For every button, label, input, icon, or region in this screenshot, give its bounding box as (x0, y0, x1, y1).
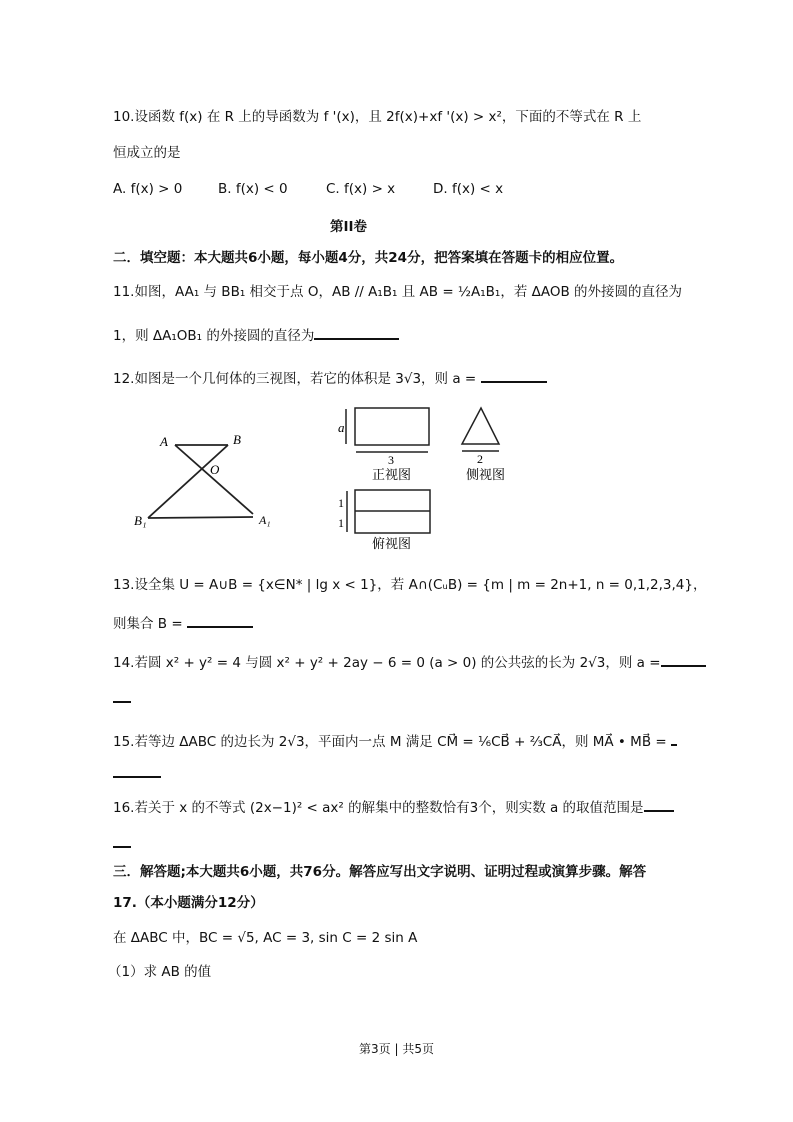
front-view-caption: 正视图 (372, 467, 412, 482)
q13-line2 (113, 612, 253, 634)
q15-answer-blank[interactable] (671, 730, 677, 746)
label-a1: A₁ (259, 513, 271, 527)
q13-line1: 13.设全集 U = A∪B = {x∈N* | lg x < 1}，若 A∩(CᵤB) = {m | m = 2n+1, n = 0,1,2,3,4}， (113, 577, 707, 593)
q16-text: 16.若关于 x 的不等式 (2x−1)² < ax² 的解集中的整数恰有3个，则实数 a 的取值范围是 (113, 800, 644, 816)
q17-title: 17.（本小题满分12分） (113, 895, 264, 911)
top-view-caption: 俯视图 (372, 536, 412, 551)
top-dim-1b: 1 (338, 516, 344, 530)
label-b: B (233, 432, 241, 447)
front-dim-a: a (338, 420, 345, 435)
label-a: A (160, 434, 168, 449)
figure-three-views (110, 395, 540, 555)
q16-answer-blank-cont[interactable] (113, 832, 131, 848)
front-dim-3: 3 (388, 453, 394, 467)
q14-line1 (113, 651, 706, 673)
section2-heading: 二．填空题：本大题共6小题，每小题4分，共24分，把答案填在答题卡的相应位置。 (113, 250, 624, 266)
figure-triangles (148, 445, 253, 518)
section3-heading: 三．解答题;本大题共6小题，共76分。解答应写出文字说明、证明过程或演算步骤。解答 (113, 864, 647, 880)
q15-blank-cont (113, 762, 161, 784)
part2-title: 第II卷 (330, 219, 368, 235)
q10-option-a: A. f(x) > 0 (113, 181, 183, 197)
q17-part1: （1）求 AB 的值 (108, 964, 212, 980)
q10-line2: 恒成立的是 (113, 145, 181, 161)
q14-answer-blank-cont[interactable] (113, 687, 131, 703)
q12-answer-blank[interactable] (481, 367, 547, 383)
q13-answer-blank[interactable] (187, 612, 253, 628)
q15-text: 15.若等边 ΔABC 的边长为 2√3，平面内一点 M 满足 CM⃗ = ⅙CB⃗ + ⅔CA⃗，则 MA⃗ • MB⃗ = (113, 734, 667, 750)
page-footer: 第3页 | 共5页 (359, 1042, 434, 1056)
q14-text: 14.若圆 x² + y² = 4 与圆 x² + y² + 2ay − 6 = 0 (a > 0) 的公共弦的长为 2√3，则 a = (113, 655, 661, 671)
q16-answer-blank[interactable] (644, 796, 674, 812)
q11-line2 (113, 324, 399, 346)
q16-blank-cont (113, 832, 131, 854)
q10-option-c: C. f(x) > x (326, 181, 396, 197)
q14-blank-cont (113, 687, 131, 709)
q11-answer-blank[interactable] (314, 324, 399, 340)
q10-option-b: B. f(x) < 0 (218, 181, 288, 197)
q14-answer-blank[interactable] (661, 651, 706, 667)
q11-line2-text: 1，则 ΔA₁OB₁ 的外接圆的直径为 (113, 328, 315, 344)
q10-line1: 10.设函数 f(x) 在 R 上的导函数为 f '(x)，且 2f(x)+xf '(x) > x²，下面的不等式在 R 上 (113, 109, 642, 125)
q12-text: 12.如图是一个几何体的三视图，若它的体积是 3√3，则 a = (113, 371, 477, 387)
label-b1: B₁ (134, 513, 147, 528)
q11-line1: 11.如图，AA₁ 与 BB₁ 相交于点 O，AB // A₁B₁ 且 AB = ½A₁B₁，若 ΔAOB 的外接圆的直径为 (113, 284, 683, 300)
side-view-caption: 侧视图 (466, 467, 506, 482)
label-o: O (210, 462, 220, 477)
q17-line1: 在 ΔABC 中，BC = √5, AC = 3, sin C = 2 sin A (113, 930, 418, 946)
q16-line1 (113, 796, 674, 818)
q15-line1 (113, 730, 677, 752)
q12-line1 (113, 367, 547, 389)
side-dim-2: 2 (477, 452, 483, 466)
q10-option-d: D. f(x) < x (433, 181, 504, 197)
top-dim-1a: 1 (338, 496, 344, 510)
q13-line2-text: 则集合 B = (113, 616, 183, 632)
q15-answer-blank-cont[interactable] (113, 762, 161, 778)
